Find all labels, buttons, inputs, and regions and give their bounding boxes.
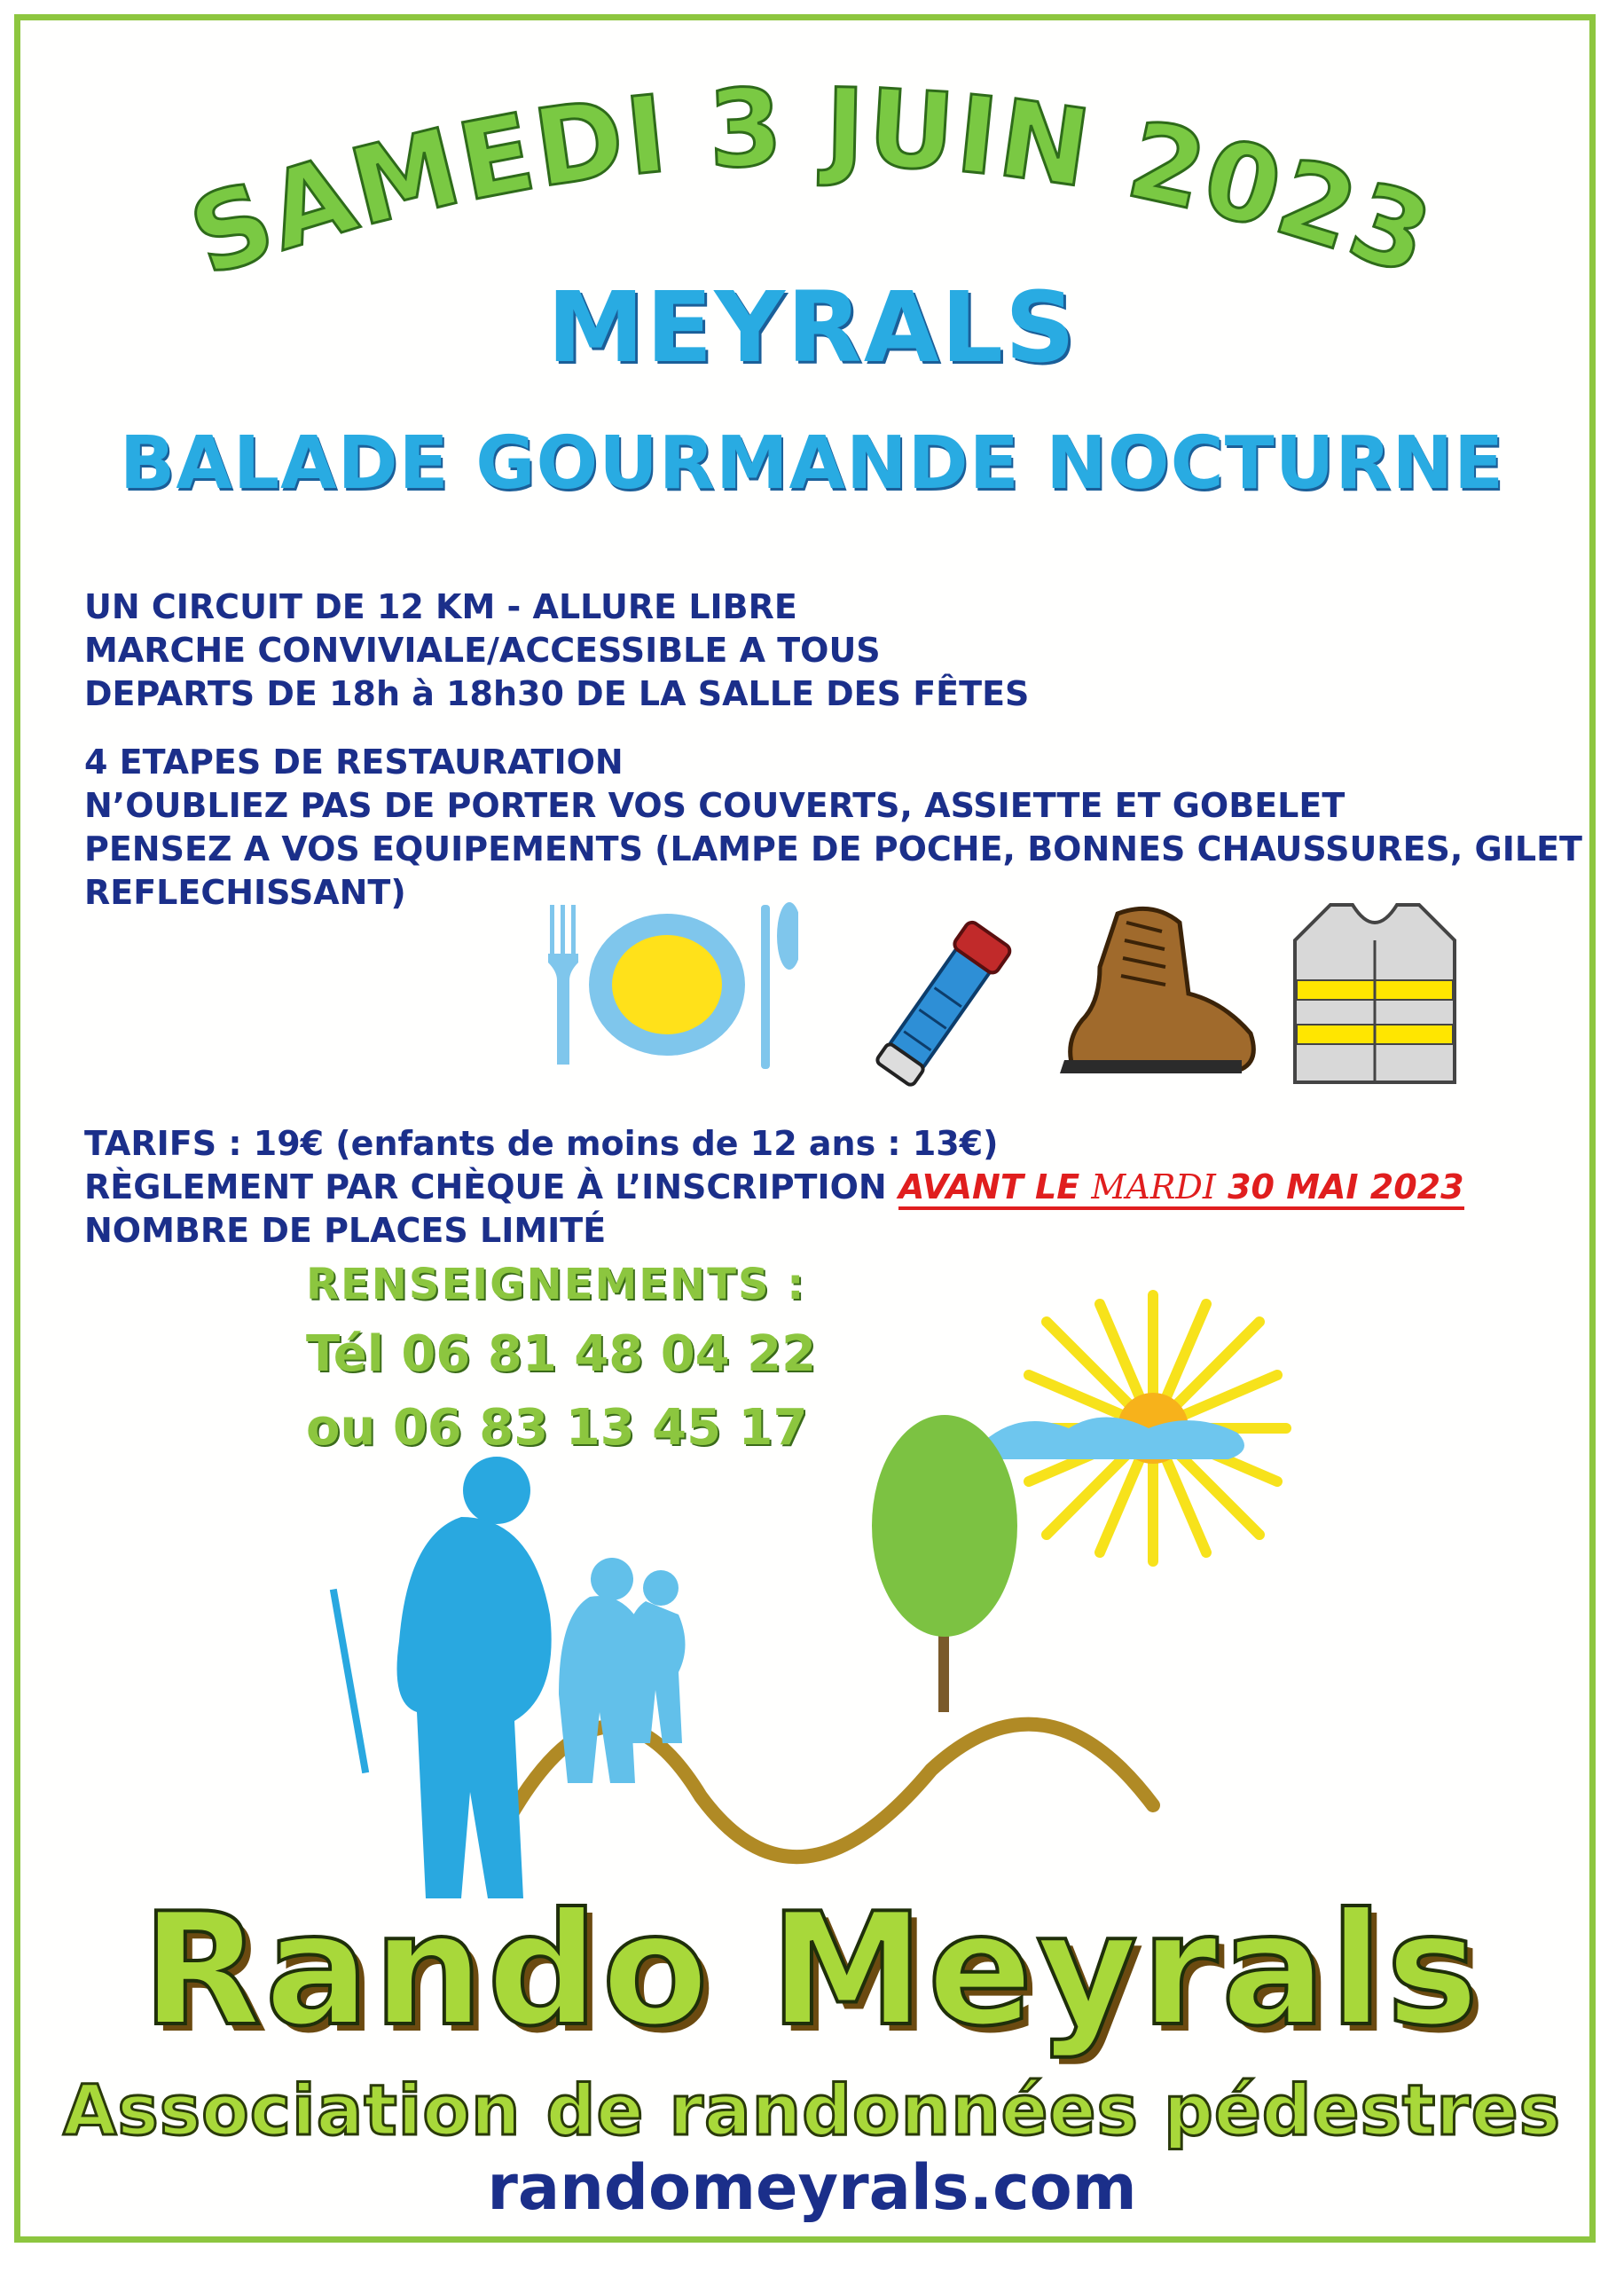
places-line: NOMBRE DE PLACES LIMITÉ — [84, 1211, 607, 1250]
brand-tagline: Association de randonnées pédestres — [62, 2071, 1562, 2151]
tarifs-line: TARIFS : 19€ (enfants de moins de 12 ans : 13€) — [84, 1124, 999, 1163]
headline-date-text: SAMEDI 3 JUIN 2023 — [176, 66, 1447, 301]
page-title-event: BALADE GOURMANDE NOCTURNE — [119, 421, 1505, 506]
equipment-icons — [532, 896, 1534, 1100]
page-title-place: MEYRALS — [546, 271, 1078, 384]
contact-label: RENSEIGNEMENTS : — [306, 1260, 806, 1309]
svg-text:SAMEDI 3 JUIN 2023 — [176, 67, 1447, 301]
cutlery-plate-icon — [532, 896, 798, 1073]
sun-icon — [982, 1295, 1286, 1561]
detail-line: REFLECHISSANT) — [84, 873, 406, 912]
contact-block — [306, 1260, 816, 1457]
reglement-text: RÈGLEMENT PAR CHÈQUE À L’INSCRIPTION — [84, 1167, 887, 1206]
brand-name: Rando Meyrals — [141, 1881, 1483, 2061]
detail-line: PENSEZ A VOS EQUIPEMENTS (LAMPE DE POCHE, BONNES CHAUSSURES, GILET — [84, 829, 1582, 868]
reglement-line — [84, 1166, 1464, 1209]
details-block-2 — [84, 741, 1582, 915]
deadline — [898, 1167, 1464, 1210]
detail-line: DEPARTS DE 18h à 18h30 DE LA SALLE DES FÊTES — [84, 674, 1030, 713]
deadline-prefix: AVANT LE — [898, 1167, 1080, 1206]
contact-phone-1: Tél 06 81 48 04 22 — [306, 1325, 817, 1383]
contact-phone-2: ou 06 83 13 45 17 — [306, 1399, 808, 1457]
website-link[interactable]: randomeyrals.com — [487, 2151, 1137, 2224]
details-block-1 — [84, 585, 1029, 716]
detail-line: MARCHE CONVIVIALE/ACCESSIBLE A TOUS — [84, 631, 881, 670]
safety-vest-icon — [1286, 896, 1463, 1091]
detail-line: 4 ETAPES DE RESTAURATION — [84, 743, 624, 782]
tree-icon — [872, 1415, 1017, 1712]
hiker-figures — [330, 1457, 552, 1898]
pricing-block — [84, 1122, 1464, 1253]
deadline-date: 30 MAI 2023 — [1228, 1167, 1464, 1206]
deadline-day: MARDI — [1091, 1167, 1216, 1206]
flashlight-icon — [860, 905, 1038, 1091]
hiking-boot-icon — [1055, 896, 1259, 1087]
detail-line: UN CIRCUIT DE 12 KM - ALLURE LIBRE — [84, 587, 797, 626]
detail-line: N’OUBLIEZ PAS DE PORTER VOS COUVERTS, ASSIETTE ET GOBELET — [84, 786, 1345, 825]
